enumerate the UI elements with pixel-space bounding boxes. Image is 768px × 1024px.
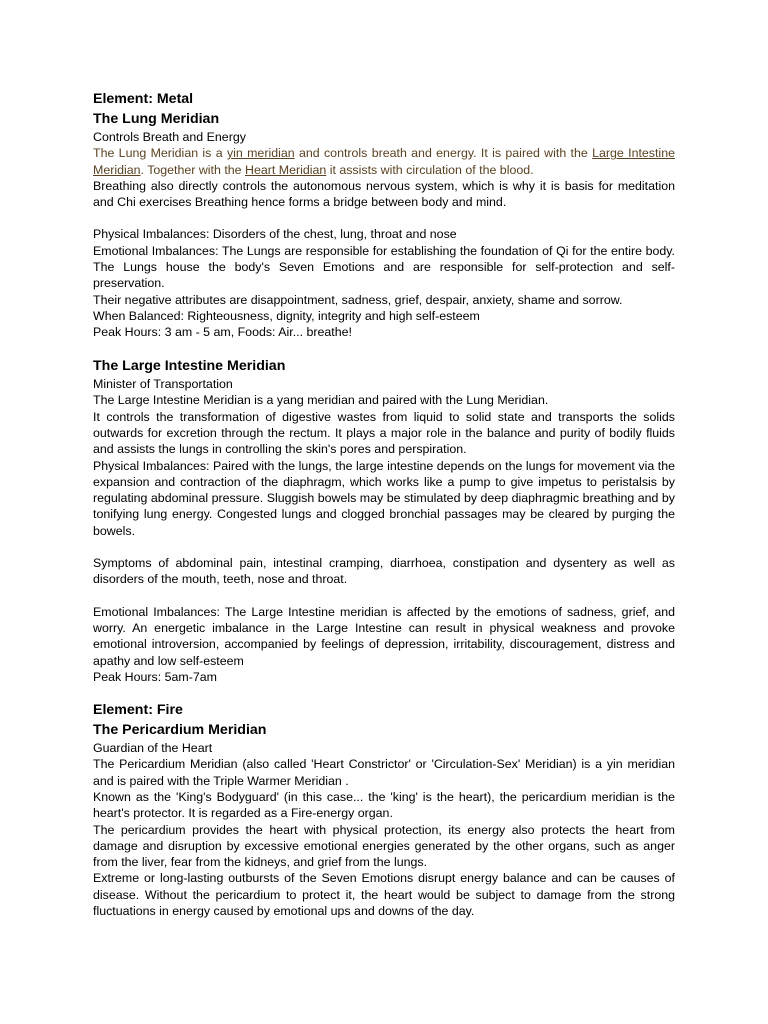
large-intestine-meridian-title: The Large Intestine Meridian	[93, 357, 286, 374]
spacer	[93, 341, 675, 357]
spacer	[93, 588, 675, 604]
large-intestine-controls-paragraph: It controls the transformation of digestive wastes from liquid to solid state and transports the solids outwards for excretion through the rectum. It plays a major role in the balance and purity of bodily fluids and assists the lungs in controlling the skin's pores and perspiration.	[93, 409, 675, 457]
large-intestine-subtitle: Minister of Transportation	[93, 377, 233, 392]
lung-emotional-imbalances: Emotional Imbalances: The Lungs are responsible for establishing the foundation of Qi for the entire body. The Lungs house the body's Seven Emotions and are responsible for self-protection and self-preservation.	[93, 243, 675, 291]
element-fire-heading: Element: Fire	[93, 702, 183, 719]
element-metal-heading: Element: Metal	[93, 91, 194, 107]
spacer	[93, 539, 675, 555]
lung-intro-text-4: it assists with circulation of the blood.	[326, 162, 534, 177]
pericardium-protection-paragraph: The pericardium provides the heart with physical protection, its energy also protects the heart from damage and disruption by excessive emotional energies generated by the other organs, such as anger from the liver, fear from the kidneys, and grief from the lungs.	[93, 822, 675, 870]
lung-negative-attributes: Their negative attributes are disappointment, sadness, grief, despair, anxiety, shame and sorrow.	[93, 292, 623, 307]
large-intestine-meridian-link[interactable]: Large Intestine Meridian	[93, 146, 675, 177]
large-intestine-physical-imbalances: Physical Imbalances: Paired with the lungs, the large intestine depends on the lungs for movement via the expansion and contraction of the diaphragm, which works like a pump to give impetus to peristalsis by regulating abdominal pressure. Sluggish bowels may be stimulated by deep diaphragmic breathing and by tonifying lung energy. Congested lungs and clogged bronchial passages may be cleared by purging the bowels.	[93, 458, 675, 538]
heart-meridian-link[interactable]: Heart Meridian	[245, 162, 327, 177]
pericardium-intro: The Pericardium Meridian (also called 'Heart Constrictor' or 'Circulation-Sex' Meridian) is a yin meridian and is paired with the Triple Warmer Meridian .	[93, 757, 675, 788]
lung-intro-text-1: The Lung Meridian is a	[93, 146, 227, 161]
lung-intro-text-3: . Together with the	[140, 162, 245, 177]
lung-intro-text-2: and controls breath and energy. It is paired with the	[294, 146, 593, 161]
large-intestine-symptoms: Symptoms of abdominal pain, intestinal cramping, diarrhoea, constipation and dysentery as well as disorders of the mouth, teeth, nose and throat.	[93, 556, 675, 587]
lung-subtitle: Controls Breath and Energy	[93, 130, 246, 144]
spacer	[93, 685, 675, 701]
spacer	[93, 210, 675, 226]
lung-meridian-title: The Lung Meridian	[93, 110, 220, 127]
large-intestine-peak-hours: Peak Hours: 5am-7am	[93, 669, 217, 684]
lung-breathing-paragraph: Breathing also directly controls the autonomous nervous system, which is why it is basis for meditation and Chi exercises Breathing hence forms a bridge between body and mind.	[93, 178, 675, 210]
lung-peak-hours: Peak Hours: 3 am - 5 am, Foods: Air... breathe!	[93, 325, 352, 340]
large-intestine-emotional-imbalances: Emotional Imbalances: The Large Intestine meridian is affected by the emotions of sadness, grief, and worry. An energetic imbalance in the Large Intestine can result in physical weakness and provoke emotional introversion, accompanied by feelings of depression, irritability, discouragement, distress and apathy and low self-esteem	[93, 604, 675, 668]
pericardium-subtitle: Guardian of the Heart	[93, 741, 213, 756]
pericardium-meridian-title: The Pericardium Meridian	[93, 721, 267, 738]
pericardium-extreme-outbursts: Extreme or long-lasting outbursts of the Seven Emotions disrupt energy balance and can be causes of disease. Without the pericardium to protect it, the heart would be subject to damage from the strong fluctuations in energy caused by emotional ups and downs of the day.	[93, 871, 675, 919]
document-content	[93, 90, 675, 919]
lung-intro-paragraph	[93, 145, 675, 178]
pericardium-kings-bodyguard: Known as the 'King's Bodyguard' (in this case... the 'king' is the heart), the pericardium meridian is the heart's protector. It is regarded as a Fire-energy organ.	[93, 790, 675, 821]
large-intestine-intro: The Large Intestine Meridian is a yang meridian and paired with the Lung Meridian.	[93, 393, 549, 408]
lung-when-balanced: When Balanced: Righteousness, dignity, integrity and high self-esteem	[93, 308, 480, 323]
lung-physical-imbalances: Physical Imbalances: Disorders of the chest, lung, throat and nose	[93, 227, 457, 242]
yin-meridian-link[interactable]: yin meridian	[226, 146, 295, 161]
